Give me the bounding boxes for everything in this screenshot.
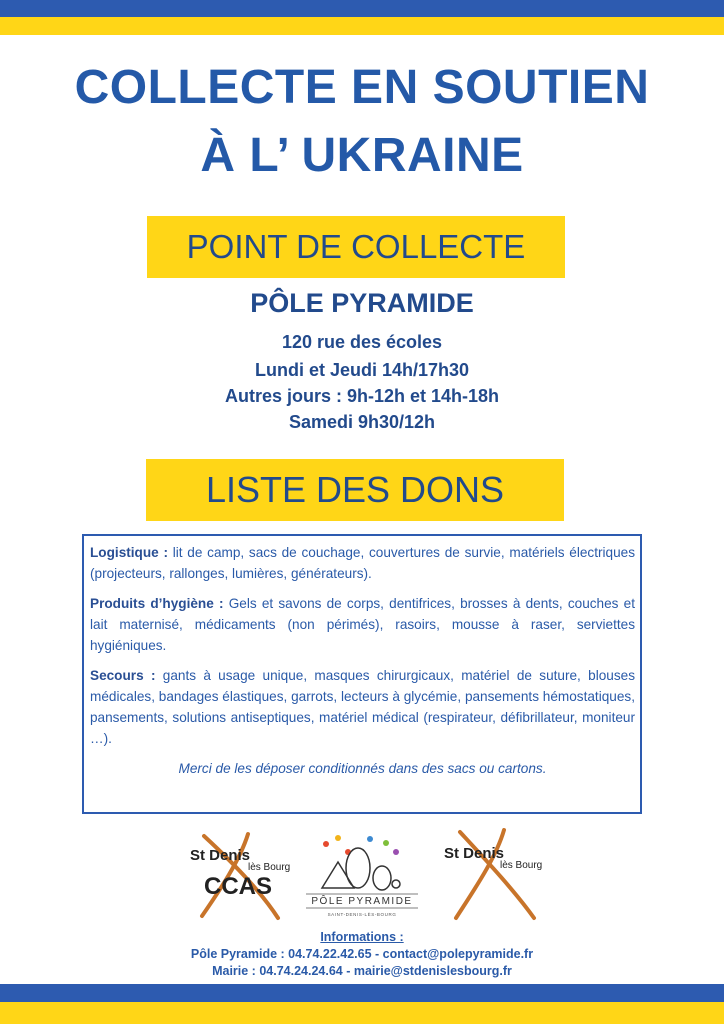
venue-address: 120 rue des écoles <box>281 332 443 352</box>
donation-item-first-aid <box>90 665 635 749</box>
venue-hours-2: Autres jours : 9h-12h et 14h-18h <box>224 386 500 406</box>
donation-text: gants à usage unique, masques chirurgicaux, matériel de suture, blouses médicales, bandages élastiques, garrots, lecteurs à glycémie, pansements hémostatiques, pansements, solutions antiseptiques, matériel médical (respirateur, défibrillateur, moniteur …). <box>90 668 635 746</box>
logo-center-line1: PÔLE PYRAMIDE <box>311 896 413 907</box>
donations-banner: LISTE DES DONS <box>146 459 564 521</box>
bottom-yellow-stripe <box>0 1002 724 1024</box>
donation-text: lit de camp, sacs de couchage, couvertures de survie, matériels électriques (projecteurs, rallonges, lumières, générateurs). <box>90 545 635 581</box>
venue-hours-3: Samedi 9h30/12h <box>288 412 436 432</box>
venue-hours-1: Lundi et Jeudi 14h/17h30 <box>254 360 470 380</box>
donation-category: Secours : <box>90 668 156 683</box>
logo-left-line3: CCAS <box>204 873 273 900</box>
collection-point-banner: POINT DE COLLECTE <box>147 216 565 278</box>
logo-left-line1: St Denis <box>190 847 251 864</box>
venue-name: PÔLE PYRAMIDE <box>250 288 474 318</box>
info-pole-pyramide: Pôle Pyramide : 04.74.22.42.65 - contact@polepyramide.fr <box>190 947 534 961</box>
info-mairie: Mairie : 04.74.24.24.64 - mairie@stdenislesbourg.fr <box>212 964 512 978</box>
top-yellow-stripe <box>0 17 724 35</box>
donation-item-logistics <box>90 542 635 584</box>
packaging-note: Merci de les déposer conditionnés dans des sacs ou cartons. <box>178 761 547 776</box>
st-denis-logo <box>440 828 556 922</box>
logo-center-line2: SAINT-DENIS-LÈS-BOURG <box>327 912 397 917</box>
donation-text: Gels et savons de corps, dentifrices, brosses à dents, couches et lait maternisé, médicaments (non périmés), rasoirs, mousse à raser, serviettes hygiéniques. <box>90 596 635 653</box>
donation-category: Logistique : <box>90 545 168 560</box>
main-title-line-2: À L’ UKRAINE <box>200 129 524 182</box>
logo-right-line2: lès Bourg <box>500 860 543 871</box>
donation-item-hygiene <box>90 593 635 656</box>
bottom-blue-stripe <box>0 984 724 1002</box>
donation-category: Produits d’hygiène : <box>90 596 224 611</box>
pole-pyramide-logo <box>300 832 424 920</box>
main-title-line-1: COLLECTE EN SOUTIEN <box>74 61 650 114</box>
top-blue-stripe <box>0 0 724 17</box>
donation-list <box>82 534 642 814</box>
ccas-logo <box>190 830 300 922</box>
info-title: Informations : <box>320 930 404 944</box>
logo-left-line2: lès Bourg <box>248 862 291 873</box>
logo-right-line1: St Denis <box>444 845 505 862</box>
